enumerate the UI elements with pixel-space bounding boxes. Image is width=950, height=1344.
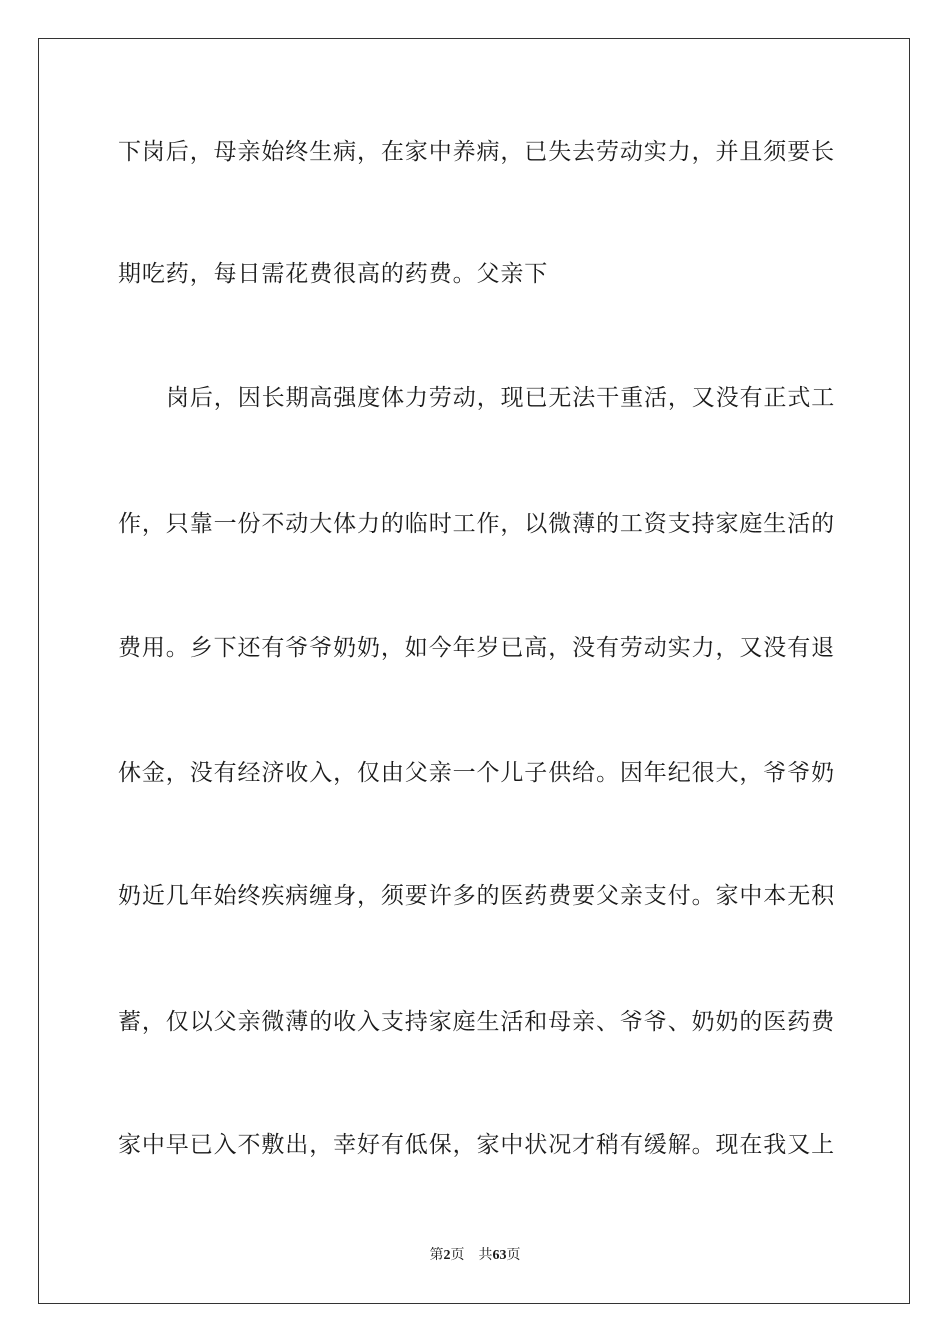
page-number: 2 <box>443 1248 451 1263</box>
text-line-8: 蓄，仅以父亲微薄的收入支持家庭生活和母亲、爷爷、奶奶的医药费 <box>118 1009 835 1035</box>
page-footer <box>0 1246 950 1265</box>
total-prefix: 共 <box>478 1247 493 1263</box>
text-line-3: 岗后，因长期高强度体力劳动，现已无法干重活，又没有正式工 <box>166 385 836 411</box>
total-suffix: 页 <box>506 1247 521 1263</box>
text-line-5: 费用。乡下还有爷爷奶奶，如今年岁已高，没有劳动实力，又没有退 <box>118 635 835 661</box>
text-line-6: 休金，没有经济收入，仅由父亲一个儿子供给。因年纪很大，爷爷奶 <box>118 760 835 786</box>
page-suffix: 页 <box>450 1247 465 1263</box>
page-frame <box>38 38 910 1304</box>
total-pages: 63 <box>492 1248 507 1263</box>
text-line-7: 奶近几年始终疾病缠身，须要许多的医药费要父亲支付。家中本无积 <box>118 883 835 909</box>
text-line-9: 家中早已入不敷出，幸好有低保，家中状况才稍有缓解。现在我又上 <box>118 1132 835 1158</box>
text-line-4: 作，只靠一份不动大体力的临时工作，以微薄的工资支持家庭生活的 <box>118 511 835 537</box>
page-prefix: 第 <box>429 1247 444 1263</box>
text-line-2: 期吃药，每日需花费很高的药费。父亲下 <box>118 261 549 287</box>
text-line-1: 下岗后，母亲始终生病，在家中养病，已失去劳动实力，并且须要长 <box>118 139 835 165</box>
